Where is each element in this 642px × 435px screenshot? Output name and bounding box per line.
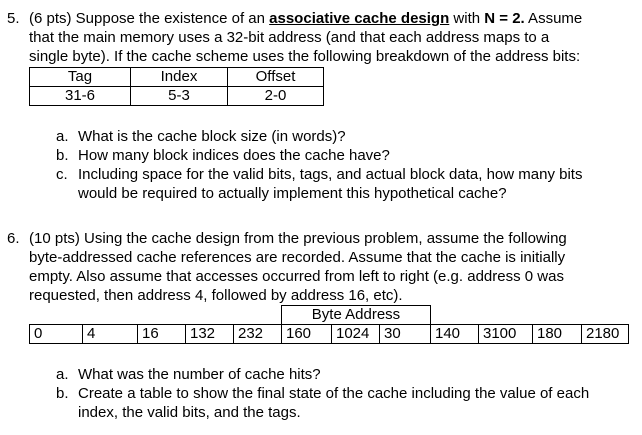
index-header: Index bbox=[131, 68, 228, 87]
address-breakdown-table bbox=[29, 67, 324, 106]
tag-value: 31-6 bbox=[30, 87, 131, 106]
table-spacer bbox=[431, 306, 629, 325]
table-row bbox=[30, 325, 629, 344]
offset-header: Offset bbox=[228, 68, 324, 87]
offset-value: 2-0 bbox=[228, 87, 324, 106]
sub-a-text: What is the cache block size (in words)? bbox=[78, 128, 346, 145]
associative-cache-design-term: associative cache design bbox=[269, 10, 450, 27]
sub-b-text-line-1: Create a table to show the final state of the cache including the value of each bbox=[78, 385, 590, 402]
n-equals-term: N = 2. bbox=[484, 10, 525, 27]
question-5-text-part: with bbox=[449, 10, 485, 27]
question-6-line-1: (10 pts) Using the cache design from the previous problem, assume the following bbox=[29, 230, 567, 247]
table-spacer bbox=[30, 306, 282, 325]
question-6-line-3: empty. Also assume that accesses occurred from left to right (e.g. address 0 was bbox=[29, 268, 564, 285]
sub-b-letter: b. bbox=[56, 385, 69, 402]
address-cell: 30 bbox=[380, 325, 431, 344]
address-cell: 3100 bbox=[479, 325, 533, 344]
address-cell: 140 bbox=[431, 325, 479, 344]
address-cell: 0 bbox=[30, 325, 83, 344]
question-5-number: 5. bbox=[7, 10, 20, 27]
index-value: 5-3 bbox=[131, 87, 228, 106]
sub-a-text: What was the number of cache hits? bbox=[78, 366, 321, 383]
sub-c-text-line-2: would be required to actually implement this hypothetical cache? bbox=[78, 185, 507, 202]
byte-address-header: Byte Address bbox=[282, 306, 431, 325]
question-6-line-2: byte-addressed cache references are recorded. Assume that the cache is initially bbox=[29, 249, 566, 266]
table-row bbox=[30, 68, 324, 87]
question-5-line-3: single byte). If the cache scheme uses the following breakdown of the address bits: bbox=[29, 48, 581, 65]
byte-address-table bbox=[29, 305, 629, 344]
sub-b-text: How many block indices does the cache have? bbox=[78, 147, 390, 164]
question-5-text-part: Assume bbox=[524, 10, 583, 27]
question-5-line-1 bbox=[29, 9, 582, 28]
sub-b-text-line-2: index, the valid bits, and the tags. bbox=[78, 404, 301, 421]
table-row bbox=[30, 306, 629, 325]
question-6-line-4: requested, then address 4, followed by address 16, etc). bbox=[29, 287, 403, 304]
sub-a-letter: a. bbox=[56, 128, 69, 145]
sub-c-text-line-1: Including space for the valid bits, tags, and actual block data, how many bits bbox=[78, 166, 583, 183]
sub-a-letter: a. bbox=[56, 366, 69, 383]
question-5-line-2: that the main memory uses a 32-bit address (and that each address maps to a bbox=[29, 29, 550, 46]
address-cell: 1024 bbox=[332, 325, 380, 344]
table-row bbox=[30, 87, 324, 106]
address-cell: 132 bbox=[186, 325, 234, 344]
question-5-text-part: (6 pts) Suppose the existence of an bbox=[29, 10, 270, 27]
address-cell: 2180 bbox=[582, 325, 629, 344]
sub-c-letter: c. bbox=[56, 166, 68, 183]
address-cell: 160 bbox=[282, 325, 332, 344]
address-cell: 4 bbox=[83, 325, 138, 344]
tag-header: Tag bbox=[30, 68, 131, 87]
address-cell: 16 bbox=[138, 325, 186, 344]
question-6-number: 6. bbox=[7, 230, 20, 247]
sub-b-letter: b. bbox=[56, 147, 69, 164]
address-cell: 180 bbox=[533, 325, 582, 344]
address-cell: 232 bbox=[234, 325, 282, 344]
